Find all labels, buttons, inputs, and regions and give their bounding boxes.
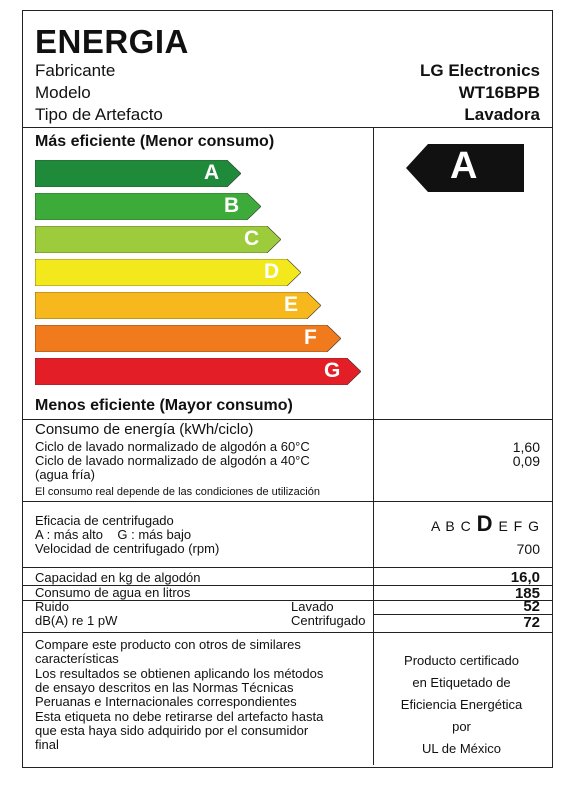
class-letter-e: E (284, 293, 299, 316)
class-letter-c: C (244, 227, 260, 250)
manufacturer-label: Fabricante (35, 61, 116, 80)
divider (23, 632, 552, 633)
wash-noise-label: Lavado (291, 599, 334, 614)
spin-speed-label: Velocidad de centrifugado (rpm) (35, 541, 220, 556)
divider (23, 501, 552, 502)
footer-line: de ensayo descritos en las Normas Técnicas (35, 680, 294, 695)
footer-line: Peruanas e Internacionales correspondientes (35, 694, 297, 709)
spin-class-scale (431, 511, 540, 537)
appliance-type-label: Tipo de Artefacto (35, 105, 163, 124)
capacity-label: Capacidad en kg de algodón (35, 570, 201, 585)
class-letter-f: F (304, 326, 317, 349)
footer-line: Compare este producto con otros de similares (35, 637, 301, 652)
spin-class-before: A B C (430, 518, 472, 534)
energy-heading: Consumo de energía (kWh/ciclo) (35, 421, 254, 438)
column-divider (373, 127, 374, 765)
footer-line: Esta etiqueta no debe retirarse del artefacto hasta (35, 709, 324, 724)
energy-label (22, 10, 553, 768)
divider (23, 419, 552, 420)
certification-line: en Etiquetado de (412, 675, 511, 690)
certification-line: por (452, 719, 471, 734)
certification-line: Eficiencia Energética (400, 697, 523, 712)
wash-noise-value: 52 (523, 598, 540, 615)
appliance-type-value: Lavadora (464, 105, 540, 124)
model-value: WT16BPB (458, 83, 540, 102)
footer-line: características (35, 651, 119, 666)
spin-class-after: E F G (498, 518, 540, 534)
class-bar-b (35, 193, 261, 220)
footer-line: que esta haya sido adquirido por el consumidor (35, 723, 309, 738)
class-letter-g: G (324, 359, 341, 382)
spin-heading: Eficacia de centrifugado (35, 513, 174, 528)
class-bar-e (35, 292, 321, 319)
spin-class-selected: D (476, 511, 494, 536)
certification-line: Producto certificado (404, 653, 519, 668)
noise-unit: dB(A) re 1 pW (35, 613, 118, 628)
manufacturer-value: LG Electronics (420, 61, 540, 80)
energy-disclaimer: El consumo real depende de las condiciones de utilización (35, 486, 320, 498)
class-bar-a (35, 160, 241, 187)
spin-noise-label: Centrifugado (291, 613, 366, 628)
divider (23, 600, 552, 601)
class-letter-b: B (224, 194, 240, 217)
water-label: Consumo de agua en litros (35, 585, 191, 600)
water-value: 185 (514, 585, 540, 602)
footer-line: final (35, 737, 59, 752)
energy-row-40-label: Ciclo de lavado normalizado de algodón a 40°C (35, 453, 310, 468)
rating-letter: A (450, 145, 478, 187)
least-efficient-caption: Menos eficiente (Mayor consumo) (35, 397, 293, 414)
label-title: ENERGIA (35, 23, 189, 60)
most-efficient-caption: Más eficiente (Menor consumo) (35, 133, 275, 150)
spin-speed-value: 700 (516, 541, 540, 557)
model-label: Modelo (35, 83, 91, 102)
class-bar-g (35, 358, 361, 385)
class-letter-d: D (264, 260, 280, 283)
certification-line: UL de México (422, 741, 501, 756)
divider (23, 567, 552, 568)
spin-noise-value: 72 (523, 614, 540, 631)
cold-water-note: (agua fría) (35, 467, 95, 482)
class-bar-c (35, 226, 281, 253)
energy-row-40-value: 0,09 (512, 453, 540, 469)
class-letter-a: A (204, 161, 220, 184)
energy-row-60-value: 1,60 (512, 439, 540, 455)
class-bar-f (35, 325, 341, 352)
spin-legend: A : más alto G : más bajo (35, 527, 192, 542)
rating-arrow (406, 144, 524, 192)
class-bar-d (35, 259, 301, 286)
capacity-value: 16,0 (510, 569, 540, 586)
energy-row-60-label: Ciclo de lavado normalizado de algodón a 60°C (35, 439, 310, 454)
divider (23, 127, 552, 128)
noise-label: Ruido (35, 599, 69, 614)
footer-line: Los resultados se obtienen aplicando los métodos (35, 666, 324, 681)
